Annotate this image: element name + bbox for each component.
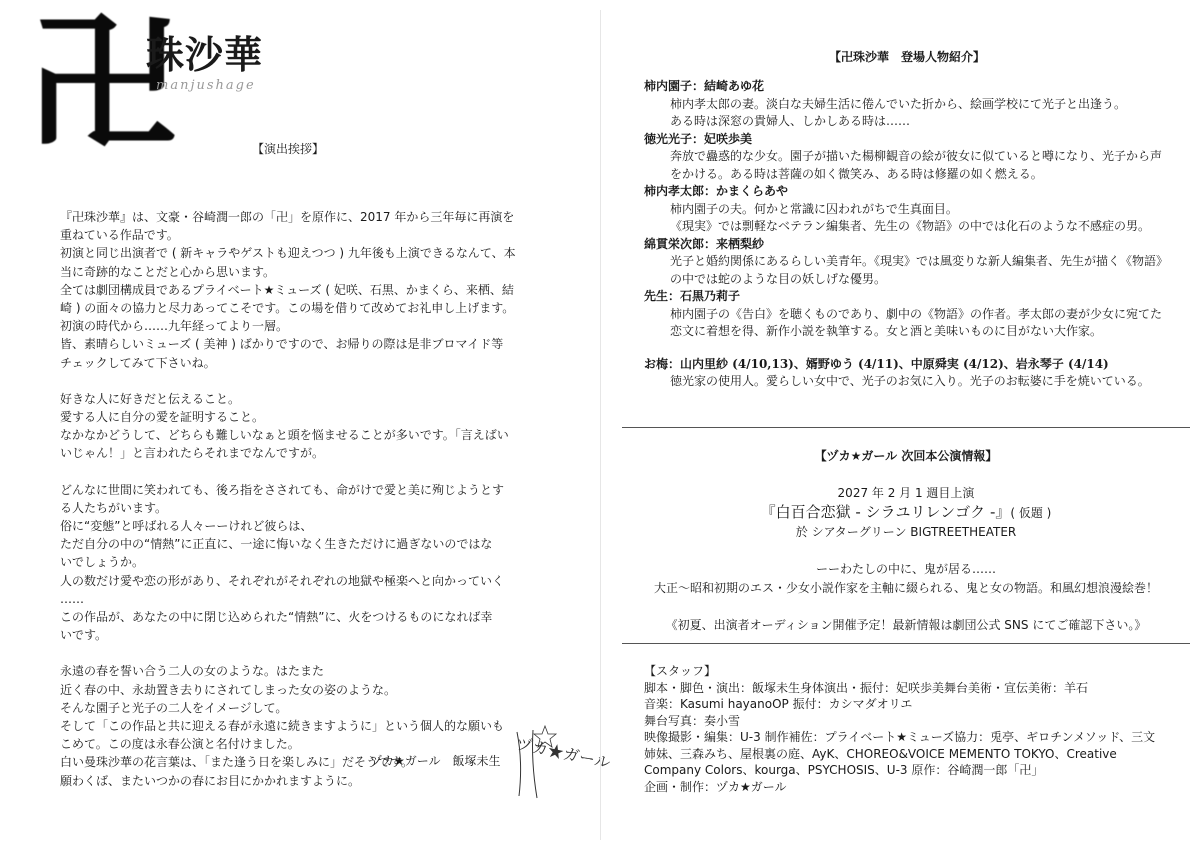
cast-heading: 【卍珠沙華 登場人物紹介】 [828,50,985,64]
next-show-notice: 《初夏、出演者オーディション開催予定！最新情報は劇団公式 SNS にてご確認下さい。》 [665,618,1147,632]
greeting-paragraph: 好きな人に好きだと伝えること。 愛する人に自分の愛を証明すること。 なかなかどうして、どちらも難しいなぁと頭を悩ませることが多いです。「言えばい いじゃん！」と言われたらそれまでなんですが。 [60,391,509,461]
greeting-signature: ヅカ★ガール 飯塚未生 [370,754,501,768]
staff-heading: 【スタッフ】 [644,664,717,678]
cast-description: 柿内孝太郎の妻。淡白な夫婦生活に倦んでいた折から、絵画学校にて光子と出逢う。 ある時は深窓の貴婦人、しかしある時は…… [670,96,1127,128]
cast-list [644,78,1184,391]
cast-description: 光子と婚約関係にあるらしい美青年。《現実》では風変りな新人編集者、先生が描く《物語》 の中では蛇のような目の妖しげな優男。 [670,254,1169,286]
next-show-venue: 於 シアターグリーン BIGTREETHEATER [795,525,1017,539]
cast-description: 柿内園子の《告白》を聴くものであり、劇中の《物語》の作者。孝太郎の妻が少女に宛てた 恋文に着想を得、新作小説を執筆する。女と酒と美味いものに目がない大作家。 [670,306,1163,338]
next-show-title-note: ( 仮題 ) [1010,506,1052,520]
staff-section [644,663,1189,795]
cast-name: 先生：石黒乃莉子 [644,289,741,303]
cast-name: 柿内園子：結崎あゆ花 [644,79,765,93]
staff-line: 音楽：Kasumi hayanoOP 振付：カシマダオリエ [644,697,913,711]
cast-description: 柿内園子の夫。何かと常識に囚われがちで生真面目。 《現実》では剽軽なベテラン編集者、先生の《物語》の中では化石のような不感症の男。 [670,201,1151,233]
next-show-heading: 【ヅカ★ガール 次回本公演情報】 [814,449,998,463]
next-show-date: 2027 年 2 月 1 週目上演 [837,486,975,500]
cast-description: 奔放で蠱惑的な少女。園子が描いた楊柳観音の絵が彼女に似ていると噂になり、光子から声 をかける。ある時は菩薩の如く微笑み、ある時は修羅の如く燃える。 [670,149,1163,181]
title-text: 珠沙華 [146,32,264,77]
greeting-paragraph: 永遠の春を誓い合う二人の女のような。はたまた 近く春の中、永劫置き去りにされてしまった女の姿のような。 そんな園子と光子の二人をイメージして。 そして「この作品と共に迎える春が永遠に続きますように」という個人的な願いも こめて。この度は永春公演と名付けました。 白い曼珠沙華の花言葉は、「また逢う日を楽しみに」だそうです。 願わくば、またいつかの春にお目にかかれますように。 [60,664,505,788]
staff-line: 脚本・脚色・演出：飯塚未生身体演出・振付：妃咲歩美舞台美術・宣伝美術：羊石 [644,680,1089,695]
cast-description: 徳光家の使用人。愛らしい女中で、光子のお気に入り。光子のお転婆に手を焼いている。 [670,374,1150,388]
next-show-tagline: ーーわたしの中に、鬼が居る…… [815,562,996,576]
next-show-summary: 大正〜昭和初期のエス・少女小説作家を主軸に綴られる、鬼と女の物語。和風幻想浪漫絵巻！ [653,581,1158,595]
staff-line: 企画・制作：ヅカ★ガール [644,779,787,794]
next-show-title: 『白百合恋獄 - シラユリレンゴク -』 [760,503,1011,521]
next-show-info [622,466,1190,635]
greeting-heading: 【演出挨拶】 [252,142,325,156]
signature-mark [505,722,613,802]
section-rule [622,643,1190,644]
section-rule [622,427,1190,428]
cast-name: 徳光光子：妃咲歩美 [644,131,753,146]
cast-name: 柿内孝太郎：かまくらあや [644,184,789,198]
cast-name: お梅：山内里紗 (4/10,13)、婿野ゆう (4/11)、中原舜実 (4/12)、岩永琴子 (4/14) [644,356,1109,371]
greeting-body [60,208,530,808]
cast-name: 綿貫栄次郎：来栖梨紗 [644,236,765,251]
greeting-paragraph: どんなに世間に笑われても、後ろ指をさされても、命がけで愛と美に殉じようとす る人たちがいます。 俗に“変態”と呼ばれる人々ーーけれど彼らは、 ただ自分の中の“情熱”に正直に、一途に悔いなく生きただけに過ぎないのではな いでしょうか。 人の数だけ愛や恋の形があり、それぞれがそれぞれの地獄や極楽へと向かっていく …… この作品が、あなたの中に閉じ込められた“情熱”に、火をつけるものになれば幸 いです。 [60,482,505,643]
page-divider [600,10,601,840]
staff-line: 映像撮影・編集：U-3 制作補佐：プライベート★ミューズ協力：兎亭、ギロチンメソッド、三文 姉妹、三森みち、屋根裏の庭、AyK、CHOREO&VOICE MEMENTO TOKYO、Creative Company Colors、kourga、PSYCHOSIS、U-3 原作：谷崎潤一郎「卍」 [644,730,1156,777]
title-romaji: manjushage [156,78,256,93]
title-big-kanji: 卍 [28,0,179,173]
staff-line: 舞台写真：奏小雪 [644,713,741,728]
signature-mark-text: ヅカ★ガール [514,734,613,773]
greeting-paragraph: 『卍珠沙華』は、文豪・谷崎潤一郎の「卍」を原作に、2017 年から三年毎に再演を 重ねている作品です。 初演と同じ出演者で ( 新キャラやゲストも迎えつつ ) 九年後も上演できるなんて、本 当に奇跡的なことだと心から思います。 全ては劇団構成員であるプライベート★ミューズ ( 妃咲、石黒、かまくら、来栖、結 崎 ) の面々の協力と尽力あってこそです。この場を借りて改めてお礼申し上げます。 初演の時代から……九年経ってより一層。 皆、素晴らしいミューズ ( 美神 ) ばかりですので、お帰りの際は是非ブロマイド等 チェックしてみて下さいね。 [60,210,516,370]
